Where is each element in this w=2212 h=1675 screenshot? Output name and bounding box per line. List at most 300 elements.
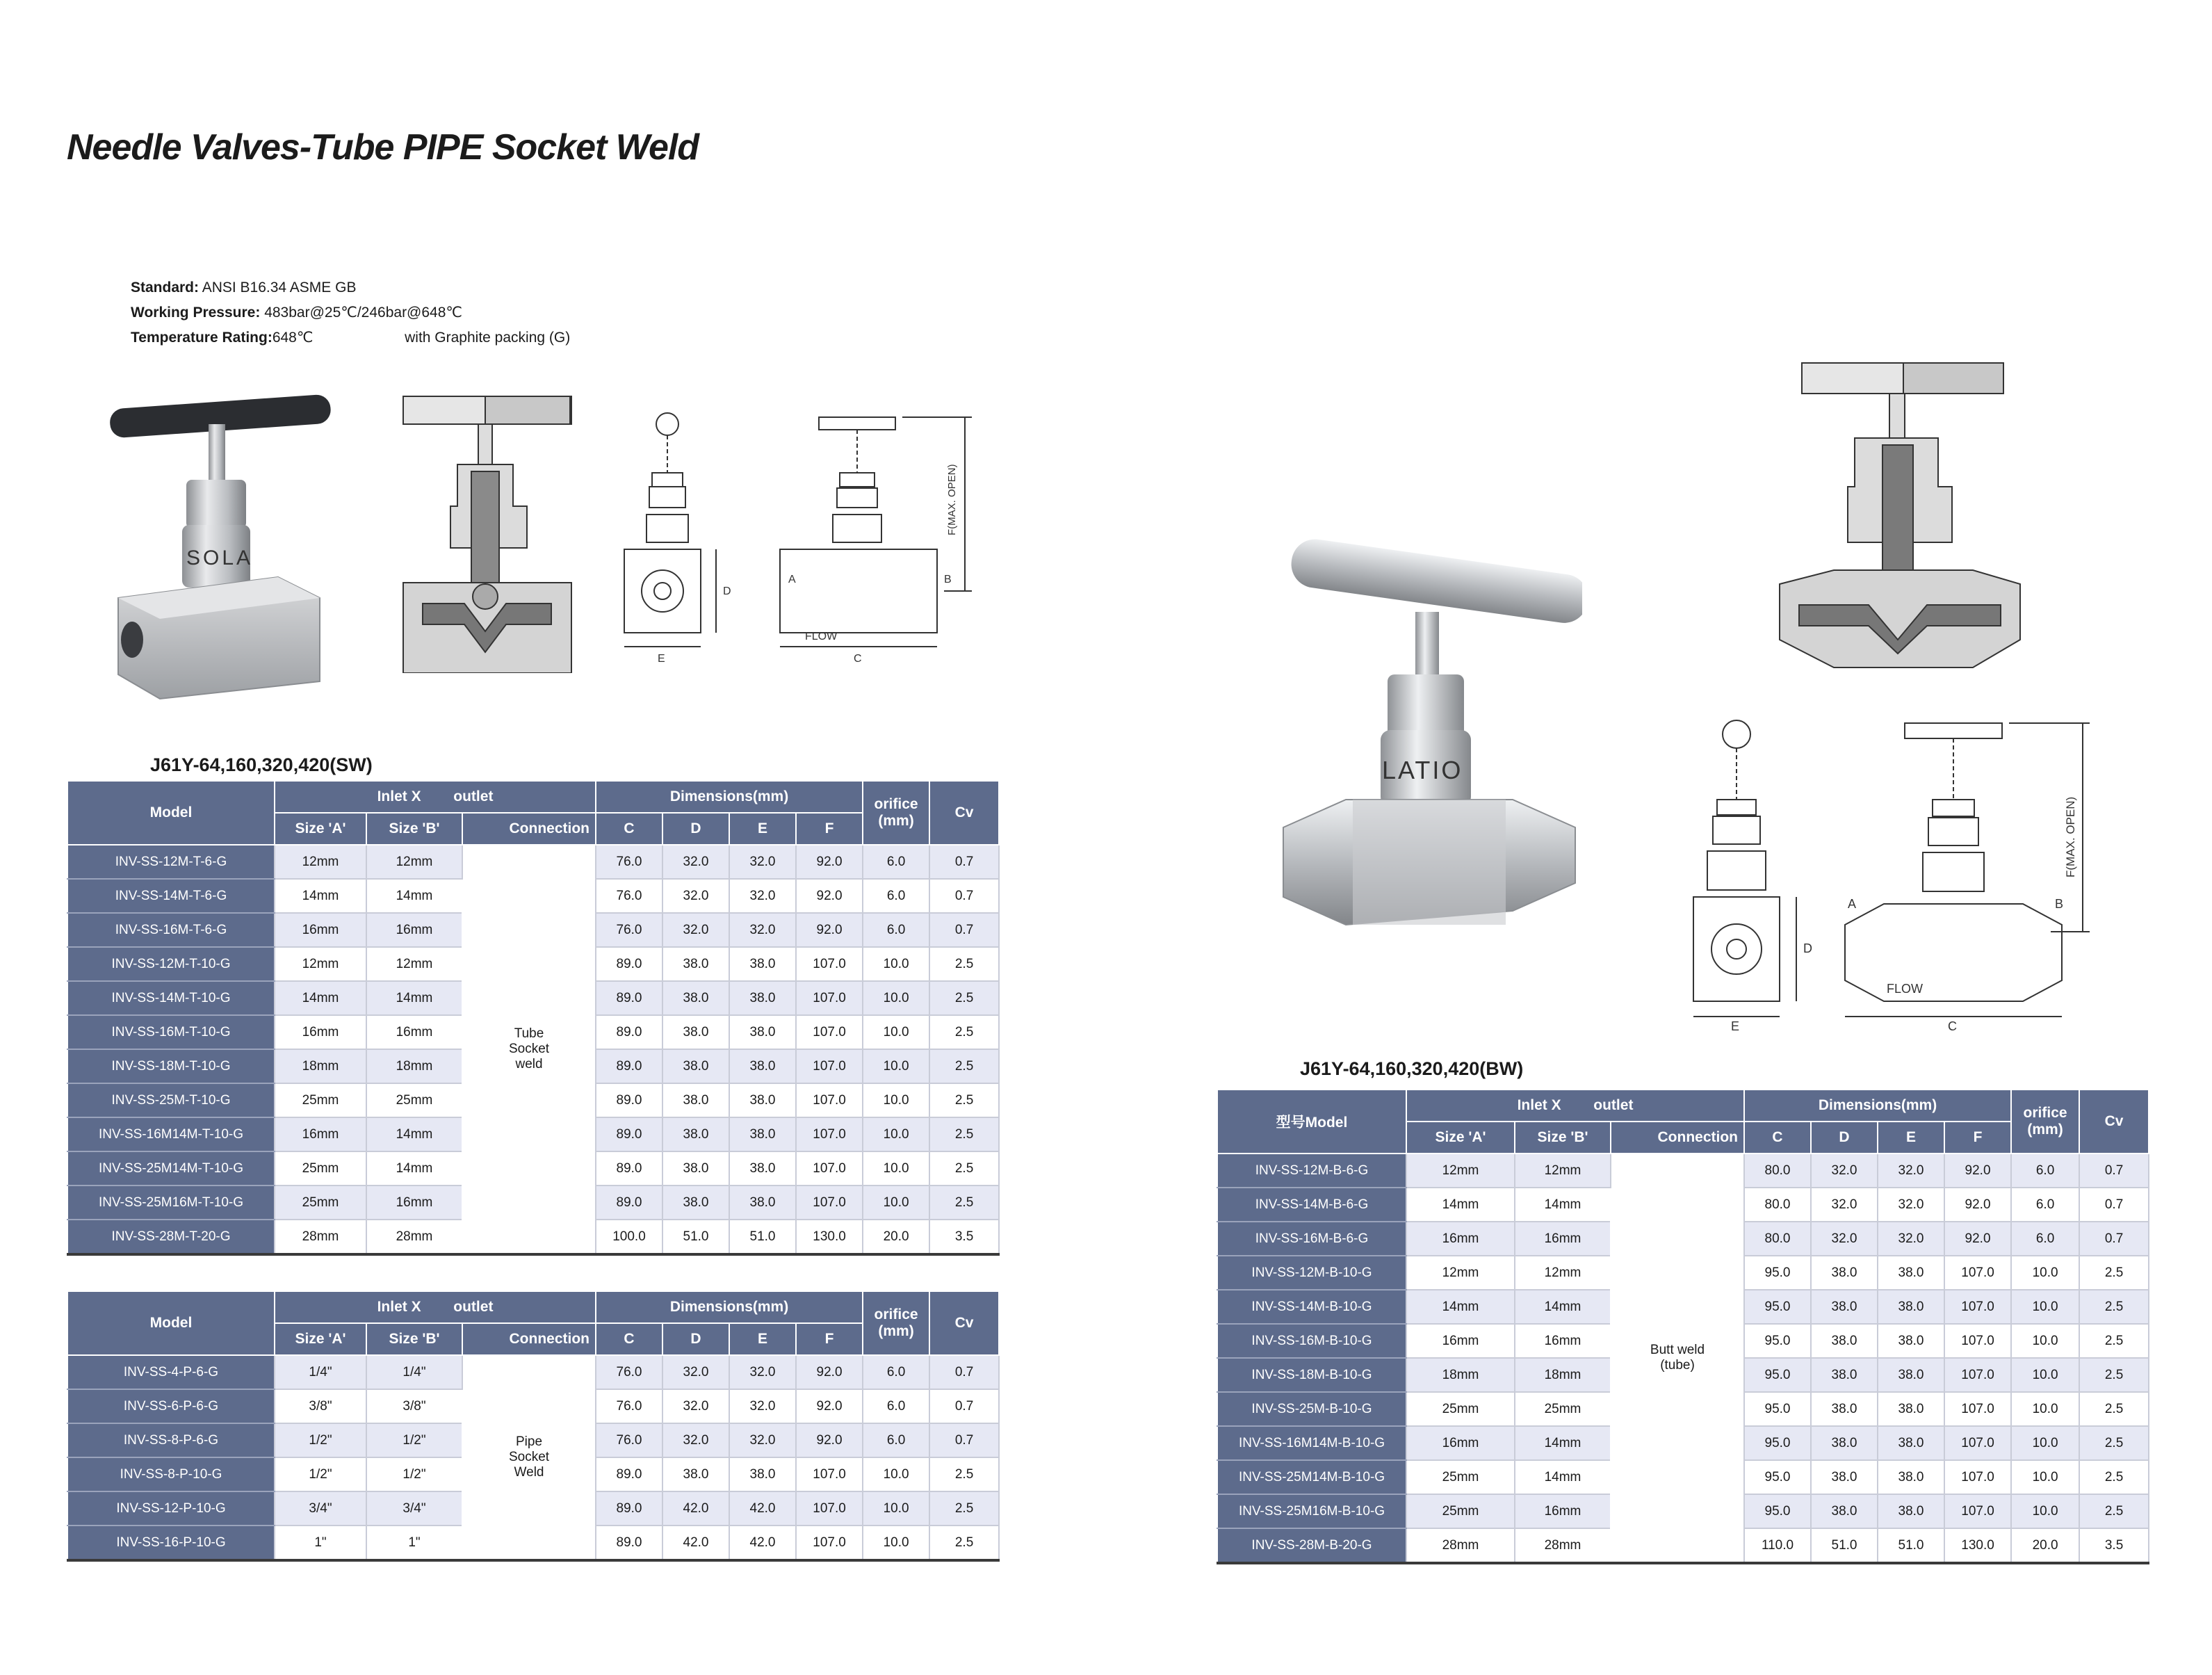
model-cell: INV-SS-25M16M-T-10-G: [67, 1186, 275, 1220]
size-b-cell: 28mm: [1515, 1528, 1611, 1563]
page-title: Needle Valves-Tube PIPE Socket Weld: [67, 127, 699, 168]
orifice-cell: 10.0: [863, 1083, 929, 1117]
dim-f-cell: 107.0: [1944, 1392, 2011, 1426]
dim-c-cell: 89.0: [596, 1526, 662, 1560]
dim-f-cell: 107.0: [796, 1186, 863, 1220]
th-inlet-outlet: [1406, 1090, 1744, 1122]
th-dimensions: Dimensions(mm): [596, 1292, 863, 1323]
size-a-cell: 14mm: [1406, 1188, 1515, 1222]
bw-dim-e-label: E: [1731, 1019, 1740, 1033]
th-outlet: outlet: [1593, 1097, 1634, 1113]
dim-c-cell: 89.0: [596, 947, 662, 981]
th-inlet-outlet: [275, 782, 596, 813]
cv-cell: 2.5: [929, 1015, 999, 1049]
orifice-cell: 10.0: [863, 1015, 929, 1049]
dim-e-cell: 38.0: [1878, 1494, 1944, 1528]
th-model: Model: [67, 1292, 275, 1355]
dim-a-label: A: [788, 574, 796, 585]
model-cell: INV-SS-14M-B-6-G: [1217, 1188, 1406, 1222]
model-cell: INV-SS-16M-B-10-G: [1217, 1324, 1406, 1358]
orifice-cell: 10.0: [863, 981, 929, 1015]
pressure-value: 483bar@25℃/246bar@648℃: [264, 305, 462, 321]
dim-c-cell: 89.0: [596, 1457, 662, 1491]
dim-e-cell: 32.0: [729, 1389, 796, 1423]
dim-c-cell: 95.0: [1744, 1392, 1811, 1426]
dim-f-cell: 92.0: [1944, 1188, 2011, 1222]
size-b-cell: 16mm: [1515, 1494, 1611, 1528]
model-cell: INV-SS-25M14M-T-10-G: [67, 1151, 275, 1186]
cv-cell: 2.5: [2079, 1290, 2149, 1324]
dim-e-cell: 32.0: [729, 913, 796, 947]
dim-f-cell: 92.0: [796, 879, 863, 913]
dim-d-cell: 32.0: [662, 913, 729, 947]
dim-c-cell: 89.0: [596, 1083, 662, 1117]
connection-cell: [462, 1355, 596, 1560]
dim-d-cell: 38.0: [662, 1151, 729, 1186]
dim-d-cell: 38.0: [1811, 1358, 1878, 1392]
model-cell: INV-SS-14M-T-6-G: [67, 879, 275, 913]
dim-f-cell: 107.0: [1944, 1494, 2011, 1528]
dim-d-cell: 32.0: [662, 1389, 729, 1423]
temperature-line: [131, 325, 570, 350]
dim-f-cell: 107.0: [1944, 1426, 2011, 1460]
size-a-cell: 16mm: [275, 1015, 366, 1049]
dim-e-cell: 38.0: [729, 1151, 796, 1186]
model-cell: INV-SS-16-P-10-G: [67, 1526, 275, 1560]
bw-flow-label: FLOW: [1887, 982, 1923, 996]
dim-c-cell: 76.0: [596, 1355, 662, 1389]
dim-c-cell: 76.0: [596, 879, 662, 913]
size-b-cell: 14mm: [366, 1117, 462, 1151]
orifice-cell: 6.0: [2011, 1188, 2079, 1222]
dim-e-cell: 38.0: [729, 1083, 796, 1117]
cv-cell: 2.5: [2079, 1460, 2149, 1494]
dim-f-cell: 107.0: [796, 1526, 863, 1560]
flow-label: FLOW: [805, 631, 838, 642]
connection-cell: [462, 845, 596, 1254]
size-b-cell: 1": [366, 1526, 462, 1560]
cv-cell: 0.7: [2079, 1188, 2149, 1222]
cv-cell: 2.5: [2079, 1324, 2149, 1358]
spec-table-sw: [67, 782, 1000, 1256]
cv-cell: 2.5: [2079, 1392, 2149, 1426]
connection-note-line: (tube): [1660, 1358, 1695, 1373]
dim-c-cell: 80.0: [1744, 1154, 1811, 1188]
th-size-b: Size 'B': [366, 1323, 462, 1355]
size-b-cell: 16mm: [1515, 1222, 1611, 1256]
dim-f-cell: 107.0: [1944, 1256, 2011, 1290]
cv-cell: 0.7: [929, 1423, 999, 1457]
connection-note-line: weld: [515, 1057, 543, 1071]
dim-d-cell: 38.0: [1811, 1460, 1878, 1494]
model-cell: INV-SS-16M14M-T-10-G: [67, 1117, 275, 1151]
dim-c-cell: 76.0: [596, 845, 662, 879]
th-size-a: Size 'A': [275, 813, 366, 845]
th-connection: Connection: [462, 1323, 596, 1355]
connection-note-line: Tube: [514, 1026, 544, 1041]
model-cell: INV-SS-25M14M-B-10-G: [1217, 1460, 1406, 1494]
cv-cell: 3.5: [929, 1220, 999, 1254]
dim-e-cell: 38.0: [1878, 1392, 1944, 1426]
dim-e-cell: 38.0: [1878, 1324, 1944, 1358]
cv-cell: 2.5: [2079, 1358, 2149, 1392]
buttweld-section-drawing: [1778, 362, 2022, 674]
th-orifice: orifice (mm): [2011, 1090, 2079, 1154]
cv-cell: 0.7: [929, 913, 999, 947]
cv-cell: 0.7: [929, 879, 999, 913]
valve-photo-buttweld: [1276, 535, 1582, 953]
dim-c-cell: 110.0: [1744, 1528, 1811, 1563]
size-b-cell: 1/2": [366, 1457, 462, 1491]
size-b-cell: 14mm: [1515, 1188, 1611, 1222]
orifice-cell: 10.0: [863, 1457, 929, 1491]
series-title-sw: J61Y-64,160,320,420(SW): [150, 754, 373, 775]
size-a-cell: 28mm: [275, 1220, 366, 1254]
dim-c-cell: 80.0: [1744, 1222, 1811, 1256]
dim-c-cell: 95.0: [1744, 1358, 1811, 1392]
size-a-cell: 1/2": [275, 1457, 366, 1491]
size-b-cell: 16mm: [1515, 1324, 1611, 1358]
th-size-b: Size 'B': [1515, 1122, 1611, 1154]
dim-f-label: F(MAX. OPEN): [946, 464, 958, 535]
size-b-cell: 12mm: [366, 845, 462, 879]
size-a-cell: 16mm: [275, 913, 366, 947]
bw-dim-b-label: B: [2055, 897, 2064, 911]
size-b-cell: 28mm: [366, 1220, 462, 1254]
dim-d-cell: 38.0: [1811, 1494, 1878, 1528]
th-e: E: [729, 1323, 796, 1355]
size-b-cell: 18mm: [1515, 1358, 1611, 1392]
th-f: F: [796, 813, 863, 845]
orifice-cell: 10.0: [2011, 1290, 2079, 1324]
model-cell: INV-SS-28M-T-20-G: [67, 1220, 275, 1254]
size-b-cell: 12mm: [1515, 1154, 1611, 1188]
th-connection: Connection: [462, 813, 596, 845]
dim-d-cell: 32.0: [1811, 1154, 1878, 1188]
dim-d-cell: 38.0: [1811, 1324, 1878, 1358]
model-cell: INV-SS-14M-T-10-G: [67, 981, 275, 1015]
cv-cell: 2.5: [929, 981, 999, 1015]
size-a-cell: 1/2": [275, 1423, 366, 1457]
th-dimensions: Dimensions(mm): [1744, 1090, 2011, 1122]
dim-d-cell: 51.0: [662, 1220, 729, 1254]
th-c: C: [1744, 1122, 1811, 1154]
th-inlet: Inlet X: [377, 1299, 421, 1315]
dim-f-cell: 107.0: [796, 981, 863, 1015]
dim-e-cell: 38.0: [729, 1049, 796, 1083]
size-b-cell: 16mm: [366, 1186, 462, 1220]
dim-f-cell: 107.0: [1944, 1324, 2011, 1358]
dim-c-cell: 89.0: [596, 1186, 662, 1220]
cv-cell: 0.7: [2079, 1154, 2149, 1188]
size-b-cell: 14mm: [366, 879, 462, 913]
orifice-cell: 10.0: [863, 1117, 929, 1151]
orifice-cell: 6.0: [863, 1389, 929, 1423]
dim-c-cell: 95.0: [1744, 1494, 1811, 1528]
model-cell: INV-SS-16M-T-10-G: [67, 1015, 275, 1049]
size-b-cell: 1/2": [366, 1423, 462, 1457]
size-a-cell: 18mm: [275, 1049, 366, 1083]
orifice-cell: 6.0: [2011, 1222, 2079, 1256]
temperature-value: 648℃: [272, 330, 314, 346]
dim-e-cell: 51.0: [729, 1220, 796, 1254]
size-a-cell: 25mm: [275, 1083, 366, 1117]
cv-cell: 2.5: [929, 1526, 999, 1560]
size-a-cell: 3/4": [275, 1491, 366, 1526]
model-cell: INV-SS-16M14M-B-10-G: [1217, 1426, 1406, 1460]
th-c: C: [596, 1323, 662, 1355]
dim-c-cell: 100.0: [596, 1220, 662, 1254]
dim-c-cell: 76.0: [596, 913, 662, 947]
dim-e-cell: 38.0: [1878, 1426, 1944, 1460]
size-a-cell: 1": [275, 1526, 366, 1560]
size-a-cell: 3/8": [275, 1389, 366, 1423]
model-cell: INV-SS-18M-T-10-G: [67, 1049, 275, 1083]
dim-c-cell: 89.0: [596, 1491, 662, 1526]
dim-f-cell: 92.0: [796, 913, 863, 947]
cv-cell: 2.5: [929, 1491, 999, 1526]
dim-e-cell: 38.0: [729, 1117, 796, 1151]
dim-c-cell: 76.0: [596, 1389, 662, 1423]
dim-c-label: C: [854, 653, 862, 665]
dim-c-cell: 95.0: [1744, 1256, 1811, 1290]
spec-block: [131, 275, 570, 350]
model-cell: INV-SS-8-P-10-G: [67, 1457, 275, 1491]
th-d: D: [1811, 1122, 1878, 1154]
cv-cell: 3.5: [2079, 1528, 2149, 1563]
th-dimensions: Dimensions(mm): [596, 782, 863, 813]
dim-d-label: D: [723, 585, 731, 597]
th-model-cn: 型号Model: [1217, 1090, 1406, 1154]
cv-cell: 0.7: [2079, 1222, 2149, 1256]
connection-cell: [1611, 1154, 1744, 1563]
model-cell: INV-SS-28M-B-20-G: [1217, 1528, 1406, 1563]
dim-c-cell: 89.0: [596, 1015, 662, 1049]
size-a-cell: 14mm: [275, 981, 366, 1015]
size-b-cell: 1/4": [366, 1355, 462, 1389]
dim-d-cell: 38.0: [662, 1186, 729, 1220]
th-e: E: [729, 813, 796, 845]
dim-d-cell: 38.0: [1811, 1290, 1878, 1324]
dim-f-cell: 107.0: [796, 1117, 863, 1151]
dim-d-cell: 32.0: [662, 1423, 729, 1457]
dim-f-cell: 107.0: [796, 1015, 863, 1049]
dim-d-cell: 38.0: [662, 1117, 729, 1151]
model-cell: INV-SS-12-P-10-G: [67, 1491, 275, 1526]
dim-e-cell: 38.0: [729, 947, 796, 981]
dim-d-cell: 38.0: [1811, 1426, 1878, 1460]
spec-table-bw: [1217, 1090, 2149, 1564]
th-cv: Cv: [929, 782, 999, 845]
dim-e-cell: 32.0: [1878, 1222, 1944, 1256]
dim-e-cell: 32.0: [1878, 1188, 1944, 1222]
th-size-b: Size 'B': [366, 813, 462, 845]
model-cell: INV-SS-6-P-6-G: [67, 1389, 275, 1423]
orifice-cell: 10.0: [2011, 1358, 2079, 1392]
orifice-cell: 10.0: [863, 1186, 929, 1220]
model-cell: INV-SS-12M-B-10-G: [1217, 1256, 1406, 1290]
th-inlet: Inlet X: [1517, 1097, 1561, 1113]
connection-note-line: Weld: [514, 1465, 544, 1480]
dim-f-cell: 92.0: [1944, 1154, 2011, 1188]
bw-dim-c-label: C: [1948, 1019, 1957, 1033]
table-row: [67, 845, 999, 879]
size-a-cell: 25mm: [275, 1151, 366, 1186]
orifice-cell: 6.0: [863, 879, 929, 913]
dim-e-cell: 32.0: [729, 1355, 796, 1389]
dim-c-cell: 95.0: [1744, 1324, 1811, 1358]
size-b-cell: 25mm: [1515, 1392, 1611, 1426]
dim-e-cell: 38.0: [1878, 1290, 1944, 1324]
size-b-cell: 12mm: [1515, 1256, 1611, 1290]
size-a-cell: 1/4": [275, 1355, 366, 1389]
dim-c-cell: 80.0: [1744, 1188, 1811, 1222]
size-a-cell: 28mm: [1406, 1528, 1515, 1563]
dim-d-cell: 42.0: [662, 1526, 729, 1560]
dim-f-cell: 107.0: [796, 1049, 863, 1083]
model-cell: INV-SS-12M-B-6-G: [1217, 1154, 1406, 1188]
size-b-cell: 14mm: [1515, 1290, 1611, 1324]
dim-d-cell: 38.0: [662, 1083, 729, 1117]
dim-d-cell: 32.0: [662, 1355, 729, 1389]
th-f: F: [796, 1323, 863, 1355]
size-b-cell: 3/8": [366, 1389, 462, 1423]
size-a-cell: 12mm: [275, 947, 366, 981]
dim-f-cell: 107.0: [1944, 1358, 2011, 1392]
orifice-cell: 10.0: [2011, 1256, 2079, 1290]
dim-f-cell: 92.0: [796, 845, 863, 879]
size-a-cell: 25mm: [1406, 1392, 1515, 1426]
th-size-a: Size 'A': [1406, 1122, 1515, 1154]
model-cell: INV-SS-16M-T-6-G: [67, 913, 275, 947]
th-model: Model: [67, 782, 275, 845]
dim-f-cell: 107.0: [1944, 1460, 2011, 1494]
dim-e-cell: 38.0: [729, 1186, 796, 1220]
cv-cell: 0.7: [929, 1389, 999, 1423]
dim-e-cell: 32.0: [729, 1423, 796, 1457]
cv-cell: 2.5: [929, 1186, 999, 1220]
pressure-line: [131, 300, 570, 325]
dim-d-cell: 38.0: [662, 981, 729, 1015]
dim-d-cell: 32.0: [1811, 1222, 1878, 1256]
dim-f-cell: 92.0: [796, 1355, 863, 1389]
model-cell: INV-SS-4-P-6-G: [67, 1355, 275, 1389]
dim-d-cell: 32.0: [662, 845, 729, 879]
connection-note-line: Socket: [508, 1042, 550, 1056]
th-f: F: [1944, 1122, 2011, 1154]
size-b-cell: 12mm: [366, 947, 462, 981]
model-cell: INV-SS-12M-T-6-G: [67, 845, 275, 879]
dim-f-cell: 92.0: [1944, 1222, 2011, 1256]
dim-f-cell: 107.0: [796, 1151, 863, 1186]
photo-brand-mark: SOLA: [186, 547, 254, 569]
cv-cell: 0.7: [929, 845, 999, 879]
orifice-cell: 10.0: [2011, 1324, 2079, 1358]
dim-c-cell: 89.0: [596, 1117, 662, 1151]
orifice-cell: 10.0: [2011, 1392, 2079, 1426]
standard-line: [131, 275, 570, 300]
model-cell: INV-SS-25M-T-10-G: [67, 1083, 275, 1117]
th-cv: Cv: [929, 1292, 999, 1355]
dim-e-cell: 51.0: [1878, 1528, 1944, 1563]
dim-c-cell: 95.0: [1744, 1290, 1811, 1324]
dim-d-cell: 38.0: [662, 947, 729, 981]
bw-dim-a-label: A: [1848, 897, 1857, 911]
th-inlet-outlet: [275, 1292, 596, 1323]
orifice-cell: 10.0: [2011, 1494, 2079, 1528]
orifice-cell: 6.0: [863, 1423, 929, 1457]
pressure-label: Working Pressure:: [131, 305, 261, 321]
standard-label: Standard:: [131, 280, 200, 296]
dim-e-cell: 32.0: [729, 845, 796, 879]
th-outlet: outlet: [453, 788, 494, 804]
temperature-label: Temperature Rating:: [131, 330, 273, 346]
dim-e-cell: 38.0: [1878, 1460, 1944, 1494]
dim-f-cell: 130.0: [796, 1220, 863, 1254]
valve-photo-socket: [104, 389, 334, 702]
cv-cell: 2.5: [929, 1151, 999, 1186]
th-inlet: Inlet X: [377, 788, 421, 804]
orifice-cell: 20.0: [863, 1220, 929, 1254]
dim-c-cell: 89.0: [596, 1151, 662, 1186]
size-a-cell: 12mm: [1406, 1256, 1515, 1290]
dim-f-cell: 92.0: [796, 1423, 863, 1457]
connection-note-line: Butt weld: [1650, 1343, 1705, 1357]
cv-cell: 2.5: [929, 1457, 999, 1491]
size-a-cell: 16mm: [275, 1117, 366, 1151]
table-row: [1217, 1154, 2149, 1188]
cv-cell: 2.5: [929, 1083, 999, 1117]
dim-d-cell: 42.0: [662, 1491, 729, 1526]
dim-e-cell: 38.0: [1878, 1358, 1944, 1392]
model-cell: INV-SS-12M-T-10-G: [67, 947, 275, 981]
buttweld-side-drawing: [1682, 716, 1835, 1036]
dim-e-cell: 32.0: [729, 879, 796, 913]
size-a-cell: 25mm: [1406, 1494, 1515, 1528]
size-b-cell: 3/4": [366, 1491, 462, 1526]
th-cv: Cv: [2079, 1090, 2149, 1154]
model-cell: INV-SS-25M-B-10-G: [1217, 1392, 1406, 1426]
orifice-cell: 10.0: [2011, 1426, 2079, 1460]
orifice-cell: 6.0: [863, 845, 929, 879]
series-title-bw: J61Y-64,160,320,420(BW): [1300, 1058, 1524, 1079]
orifice-cell: 20.0: [2011, 1528, 2079, 1563]
orifice-cell: 6.0: [863, 913, 929, 947]
size-b-cell: 25mm: [366, 1083, 462, 1117]
dim-f-cell: 107.0: [1944, 1290, 2011, 1324]
dim-c-cell: 95.0: [1744, 1460, 1811, 1494]
dim-c-cell: 76.0: [596, 1423, 662, 1457]
model-cell: INV-SS-8-P-6-G: [67, 1423, 275, 1457]
size-a-cell: 12mm: [1406, 1154, 1515, 1188]
orifice-cell: 6.0: [2011, 1154, 2079, 1188]
cv-cell: 2.5: [929, 1117, 999, 1151]
th-d: D: [662, 1323, 729, 1355]
dim-e-cell: 42.0: [729, 1491, 796, 1526]
size-a-cell: 16mm: [1406, 1222, 1515, 1256]
model-cell: INV-SS-25M16M-B-10-G: [1217, 1494, 1406, 1528]
connection-note-line: Pipe: [515, 1434, 543, 1449]
orifice-cell: 6.0: [863, 1355, 929, 1389]
dim-d-cell: 32.0: [662, 879, 729, 913]
size-b-cell: 14mm: [366, 1151, 462, 1186]
dim-c-cell: 89.0: [596, 1049, 662, 1083]
orifice-cell: 10.0: [863, 1491, 929, 1526]
dim-d-cell: 38.0: [662, 1015, 729, 1049]
dim-d-cell: 32.0: [1811, 1188, 1878, 1222]
orifice-cell: 10.0: [2011, 1460, 2079, 1494]
dim-f-cell: 107.0: [796, 1491, 863, 1526]
